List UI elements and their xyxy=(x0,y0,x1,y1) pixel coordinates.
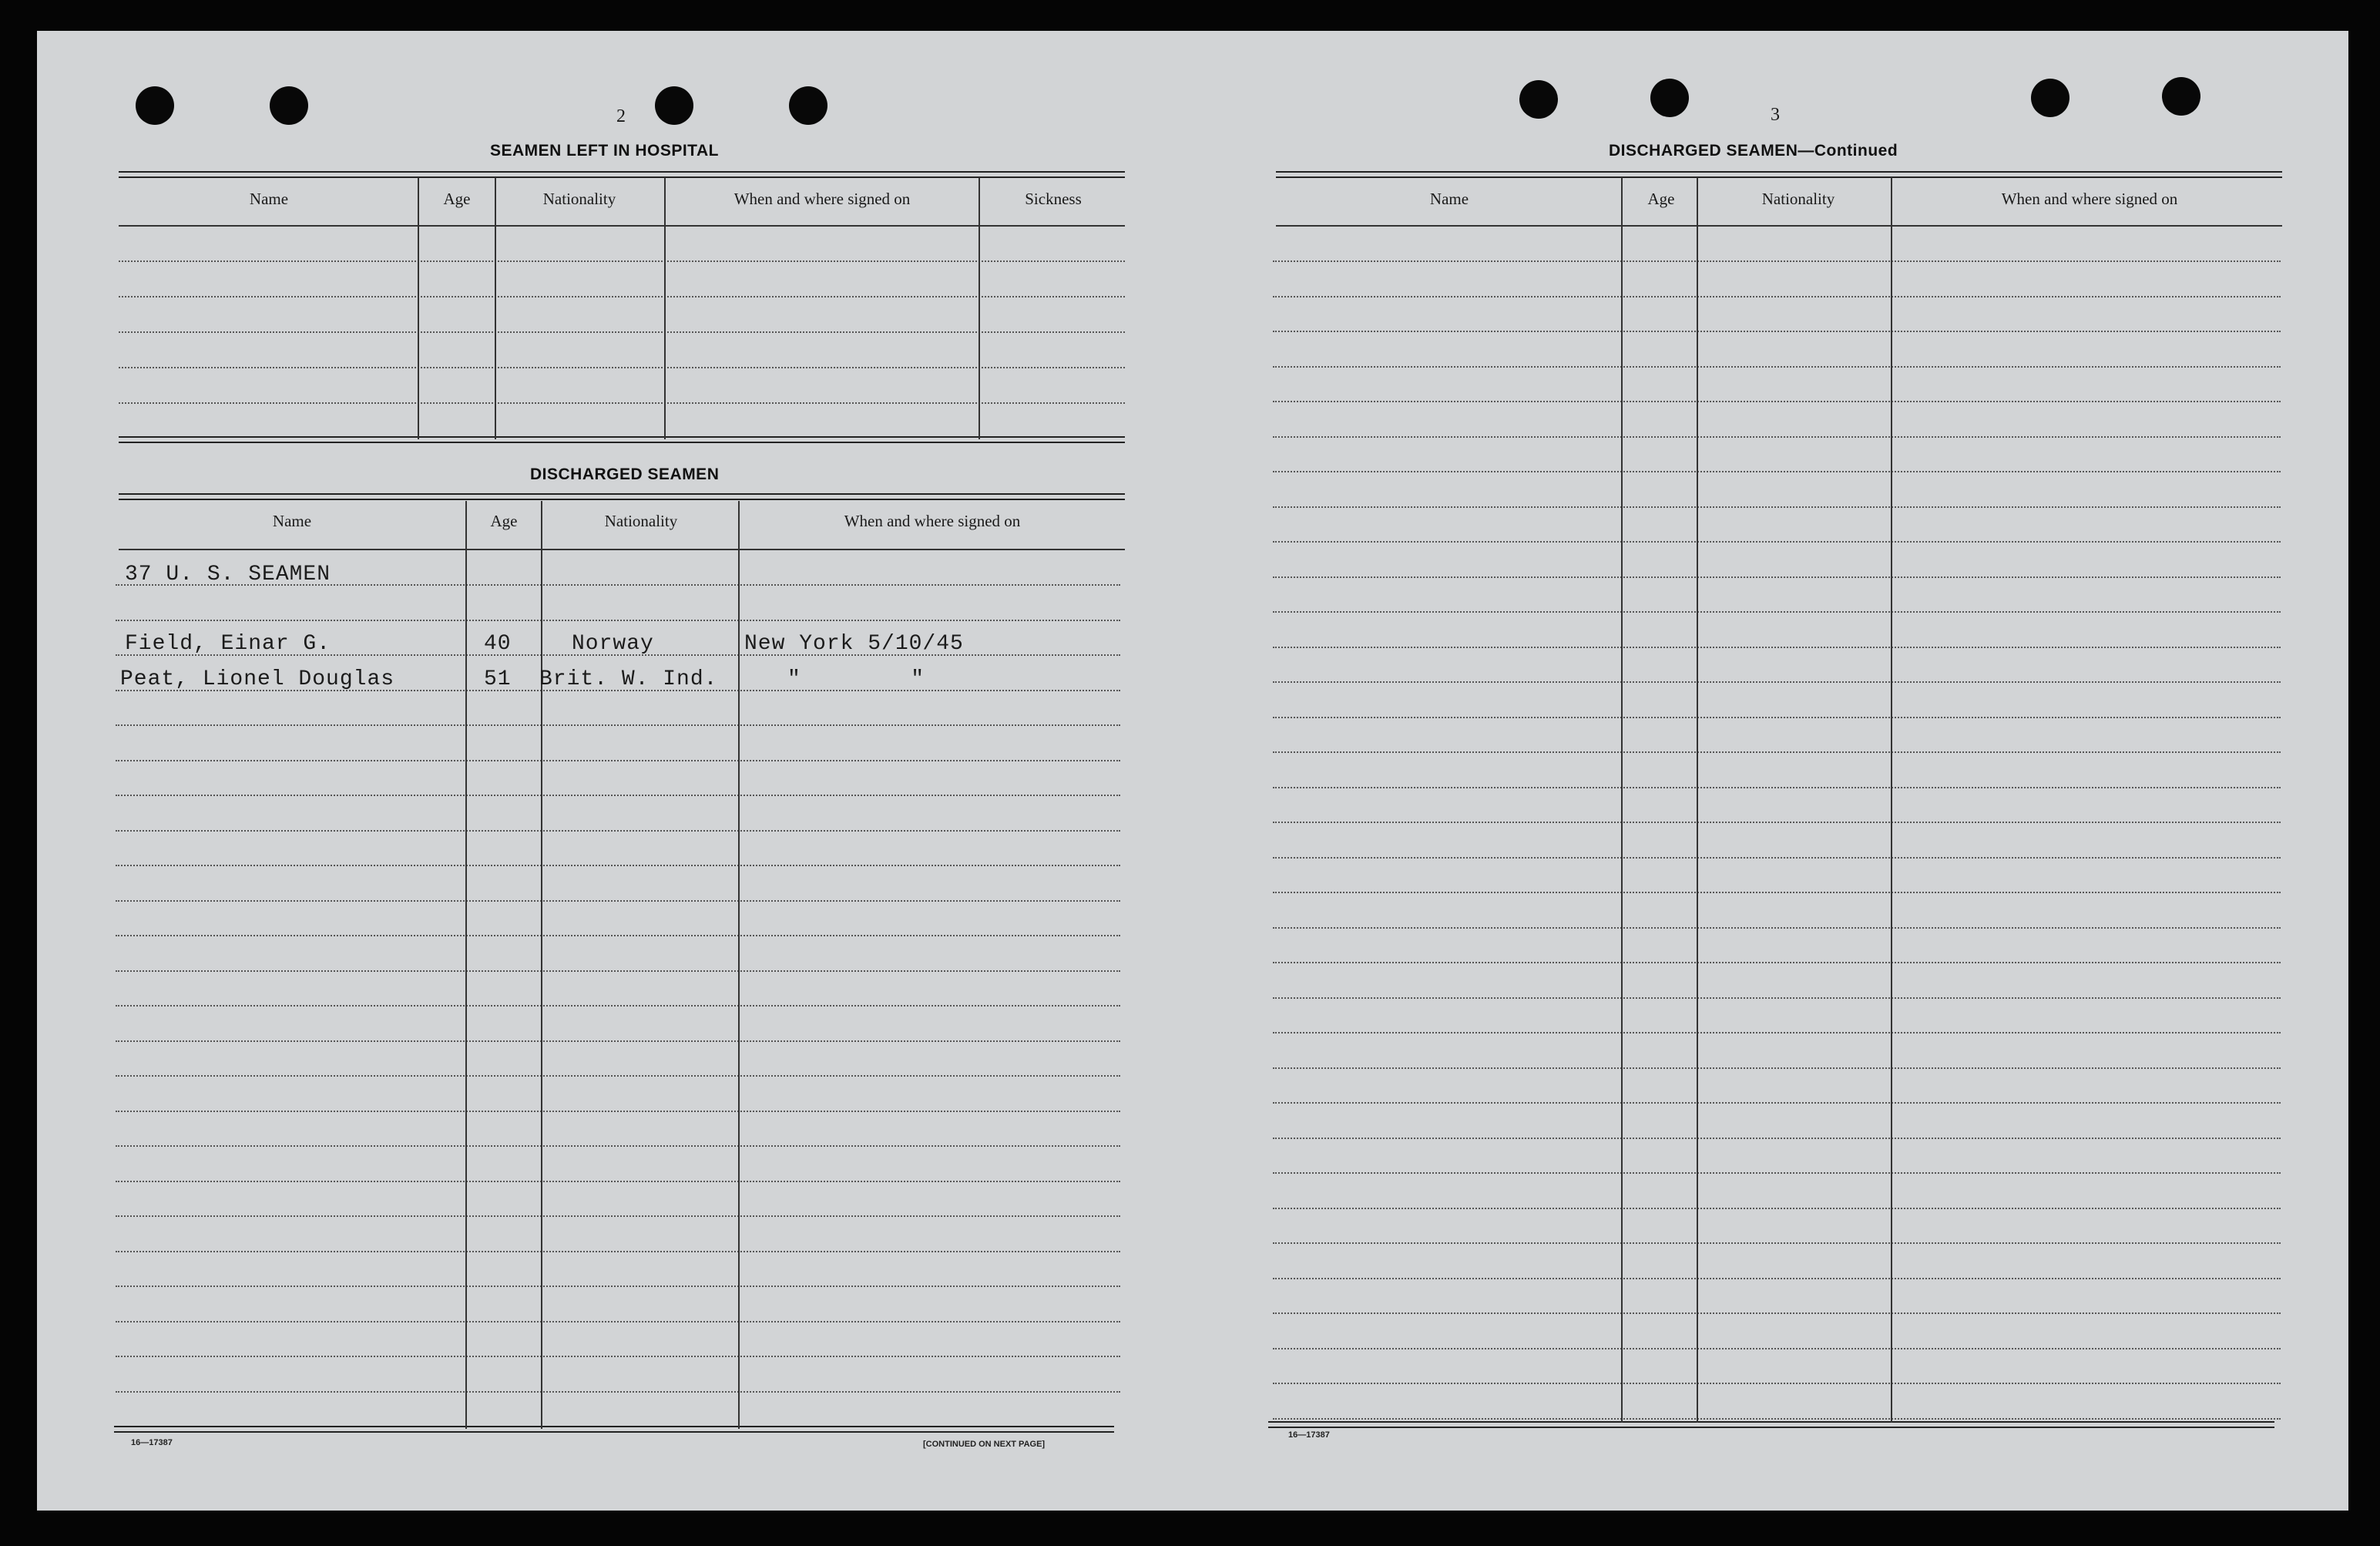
ruled-line xyxy=(116,724,1120,726)
discharged-col-name: Name xyxy=(272,512,312,530)
right-table-top-rule xyxy=(1276,171,2282,178)
ruled-line xyxy=(116,1321,1120,1323)
ruled-line xyxy=(1273,1208,2281,1209)
discharged-section-title: DISCHARGED SEAMEN xyxy=(530,465,720,483)
hospital-col-name: Name xyxy=(249,190,289,208)
hospital-col-nationality: Nationality xyxy=(542,190,616,208)
right-col-age: Age xyxy=(1647,190,1675,208)
continued-note: [CONTINUED ON NEXT PAGE] xyxy=(923,1440,1046,1449)
ruled-line xyxy=(1273,1172,2281,1174)
right-section-title: DISCHARGED SEAMEN—Continued xyxy=(1609,142,1898,160)
ruled-line xyxy=(1273,751,2281,753)
ruled-line xyxy=(116,1145,1120,1147)
right-col-divider xyxy=(1621,177,1623,1423)
discharged-row-1-name: Field, Einar G. xyxy=(125,632,331,656)
ruled-line xyxy=(1273,717,2281,718)
ruled-line xyxy=(116,1005,1120,1007)
discharged-table-top-rule xyxy=(119,493,1125,500)
ruled-line xyxy=(116,620,1120,621)
ruled-line xyxy=(1273,787,2281,788)
punch-hole xyxy=(1519,80,1558,119)
ruled-line xyxy=(116,1111,1120,1112)
punch-hole xyxy=(2162,77,2200,116)
right-header-rule xyxy=(1276,225,2282,227)
hospital-table-top-rule xyxy=(119,171,1125,178)
ruled-line xyxy=(116,830,1120,832)
discharged-row-1-nationality: Norway xyxy=(572,632,654,656)
ruled-line xyxy=(1273,892,2281,893)
hospital-section-title: SEAMEN LEFT IN HOSPITAL xyxy=(490,142,719,160)
ruled-line xyxy=(1273,927,2281,929)
ruled-line xyxy=(1273,576,2281,578)
ruled-line xyxy=(1273,331,2281,332)
ruled-line xyxy=(1273,506,2281,508)
ruled-line xyxy=(1273,260,2281,262)
ruled-line xyxy=(1273,436,2281,438)
ruled-line xyxy=(116,1251,1120,1252)
right-table-bottom-rule xyxy=(1268,1421,2274,1428)
punch-hole xyxy=(789,86,827,125)
hospital-row-rule xyxy=(119,260,1125,262)
ruled-line xyxy=(1273,1242,2281,1244)
discharged-row-2-age: 51 xyxy=(484,667,512,691)
discharged-col-signed-on: When and where signed on xyxy=(844,512,1021,530)
seamen-count-note: 37 U. S. SEAMEN xyxy=(125,563,331,586)
ruled-line xyxy=(1273,471,2281,472)
discharged-col-age: Age xyxy=(490,512,518,530)
discharged-col-divider xyxy=(465,501,467,1429)
ruled-line xyxy=(1273,1032,2281,1033)
ruled-line xyxy=(1273,857,2281,859)
right-col-signed-on: When and where signed on xyxy=(2001,190,2178,208)
punch-hole xyxy=(655,86,693,125)
ruled-line xyxy=(116,1391,1120,1393)
hospital-col-sickness: Sickness xyxy=(1025,190,1082,208)
hospital-row-rule xyxy=(119,296,1125,297)
ruled-line xyxy=(1273,1348,2281,1349)
ruled-line xyxy=(1273,366,2281,368)
ruled-line xyxy=(116,970,1120,972)
right-col-divider xyxy=(1891,177,1892,1423)
discharged-header-rule xyxy=(119,549,1125,550)
ruled-line xyxy=(1273,1102,2281,1104)
discharged-row-1-age: 40 xyxy=(484,632,512,656)
right-col-nationality: Nationality xyxy=(1761,190,1835,208)
ruled-line xyxy=(1273,541,2281,543)
discharged-col-nationality: Nationality xyxy=(604,512,678,530)
punch-hole xyxy=(2031,79,2069,117)
hospital-col-divider xyxy=(418,177,419,439)
ruled-line xyxy=(1273,647,2281,648)
ruled-line xyxy=(1273,401,2281,402)
discharged-table-bottom-rule xyxy=(114,1426,1114,1433)
document-sheet xyxy=(37,31,2348,1511)
ruled-line xyxy=(1273,822,2281,823)
discharged-row-2-signed-on: " " xyxy=(787,667,925,691)
left-page-number: 2 xyxy=(616,106,626,126)
right-form-number: 16—17387 xyxy=(1288,1430,1330,1440)
ruled-line xyxy=(1273,1138,2281,1139)
hospital-table-bottom-rule xyxy=(119,436,1125,443)
right-page-number: 3 xyxy=(1771,105,1780,125)
ruled-line xyxy=(116,865,1120,866)
ruled-line xyxy=(116,1356,1120,1357)
discharged-col-divider xyxy=(541,501,542,1429)
discharged-row-2-nationality: Brit. W. Ind. xyxy=(539,667,718,691)
hospital-row-rule xyxy=(119,402,1125,404)
ruled-line xyxy=(116,1075,1120,1077)
hospital-col-divider xyxy=(495,177,496,439)
discharged-row-2-name: Peat, Lionel Douglas xyxy=(120,667,395,691)
ruled-line xyxy=(116,795,1120,796)
ruled-line xyxy=(116,1286,1120,1287)
punch-hole xyxy=(270,86,308,125)
ruled-line xyxy=(1273,962,2281,963)
hospital-row-rule xyxy=(119,331,1125,333)
ruled-line xyxy=(1273,1312,2281,1314)
ruled-line xyxy=(116,900,1120,902)
hospital-header-rule xyxy=(119,225,1125,227)
ruled-line xyxy=(116,760,1120,761)
ruled-line xyxy=(1273,1383,2281,1384)
ruled-line xyxy=(1273,1418,2281,1420)
ruled-line xyxy=(1273,296,2281,297)
ruled-line xyxy=(1273,997,2281,999)
ruled-line xyxy=(1273,611,2281,613)
discharged-col-divider xyxy=(738,501,740,1429)
ruled-line xyxy=(1273,1067,2281,1069)
punch-hole xyxy=(1650,79,1689,117)
hospital-col-divider xyxy=(664,177,666,439)
left-form-number: 16—17387 xyxy=(131,1438,173,1447)
ruled-line xyxy=(116,1181,1120,1182)
right-col-divider xyxy=(1697,177,1698,1423)
ruled-line xyxy=(1273,1278,2281,1279)
ruled-line xyxy=(116,1215,1120,1217)
ruled-line xyxy=(116,1040,1120,1042)
hospital-row-rule xyxy=(119,367,1125,368)
punch-hole xyxy=(136,86,174,125)
hospital-col-signed-on: When and where signed on xyxy=(733,190,911,208)
hospital-col-age: Age xyxy=(443,190,471,208)
hospital-col-divider xyxy=(979,177,980,439)
discharged-row-1-signed-on: New York 5/10/45 xyxy=(744,632,964,656)
ruled-line xyxy=(116,935,1120,936)
ruled-line xyxy=(1273,681,2281,683)
right-col-name: Name xyxy=(1429,190,1469,208)
